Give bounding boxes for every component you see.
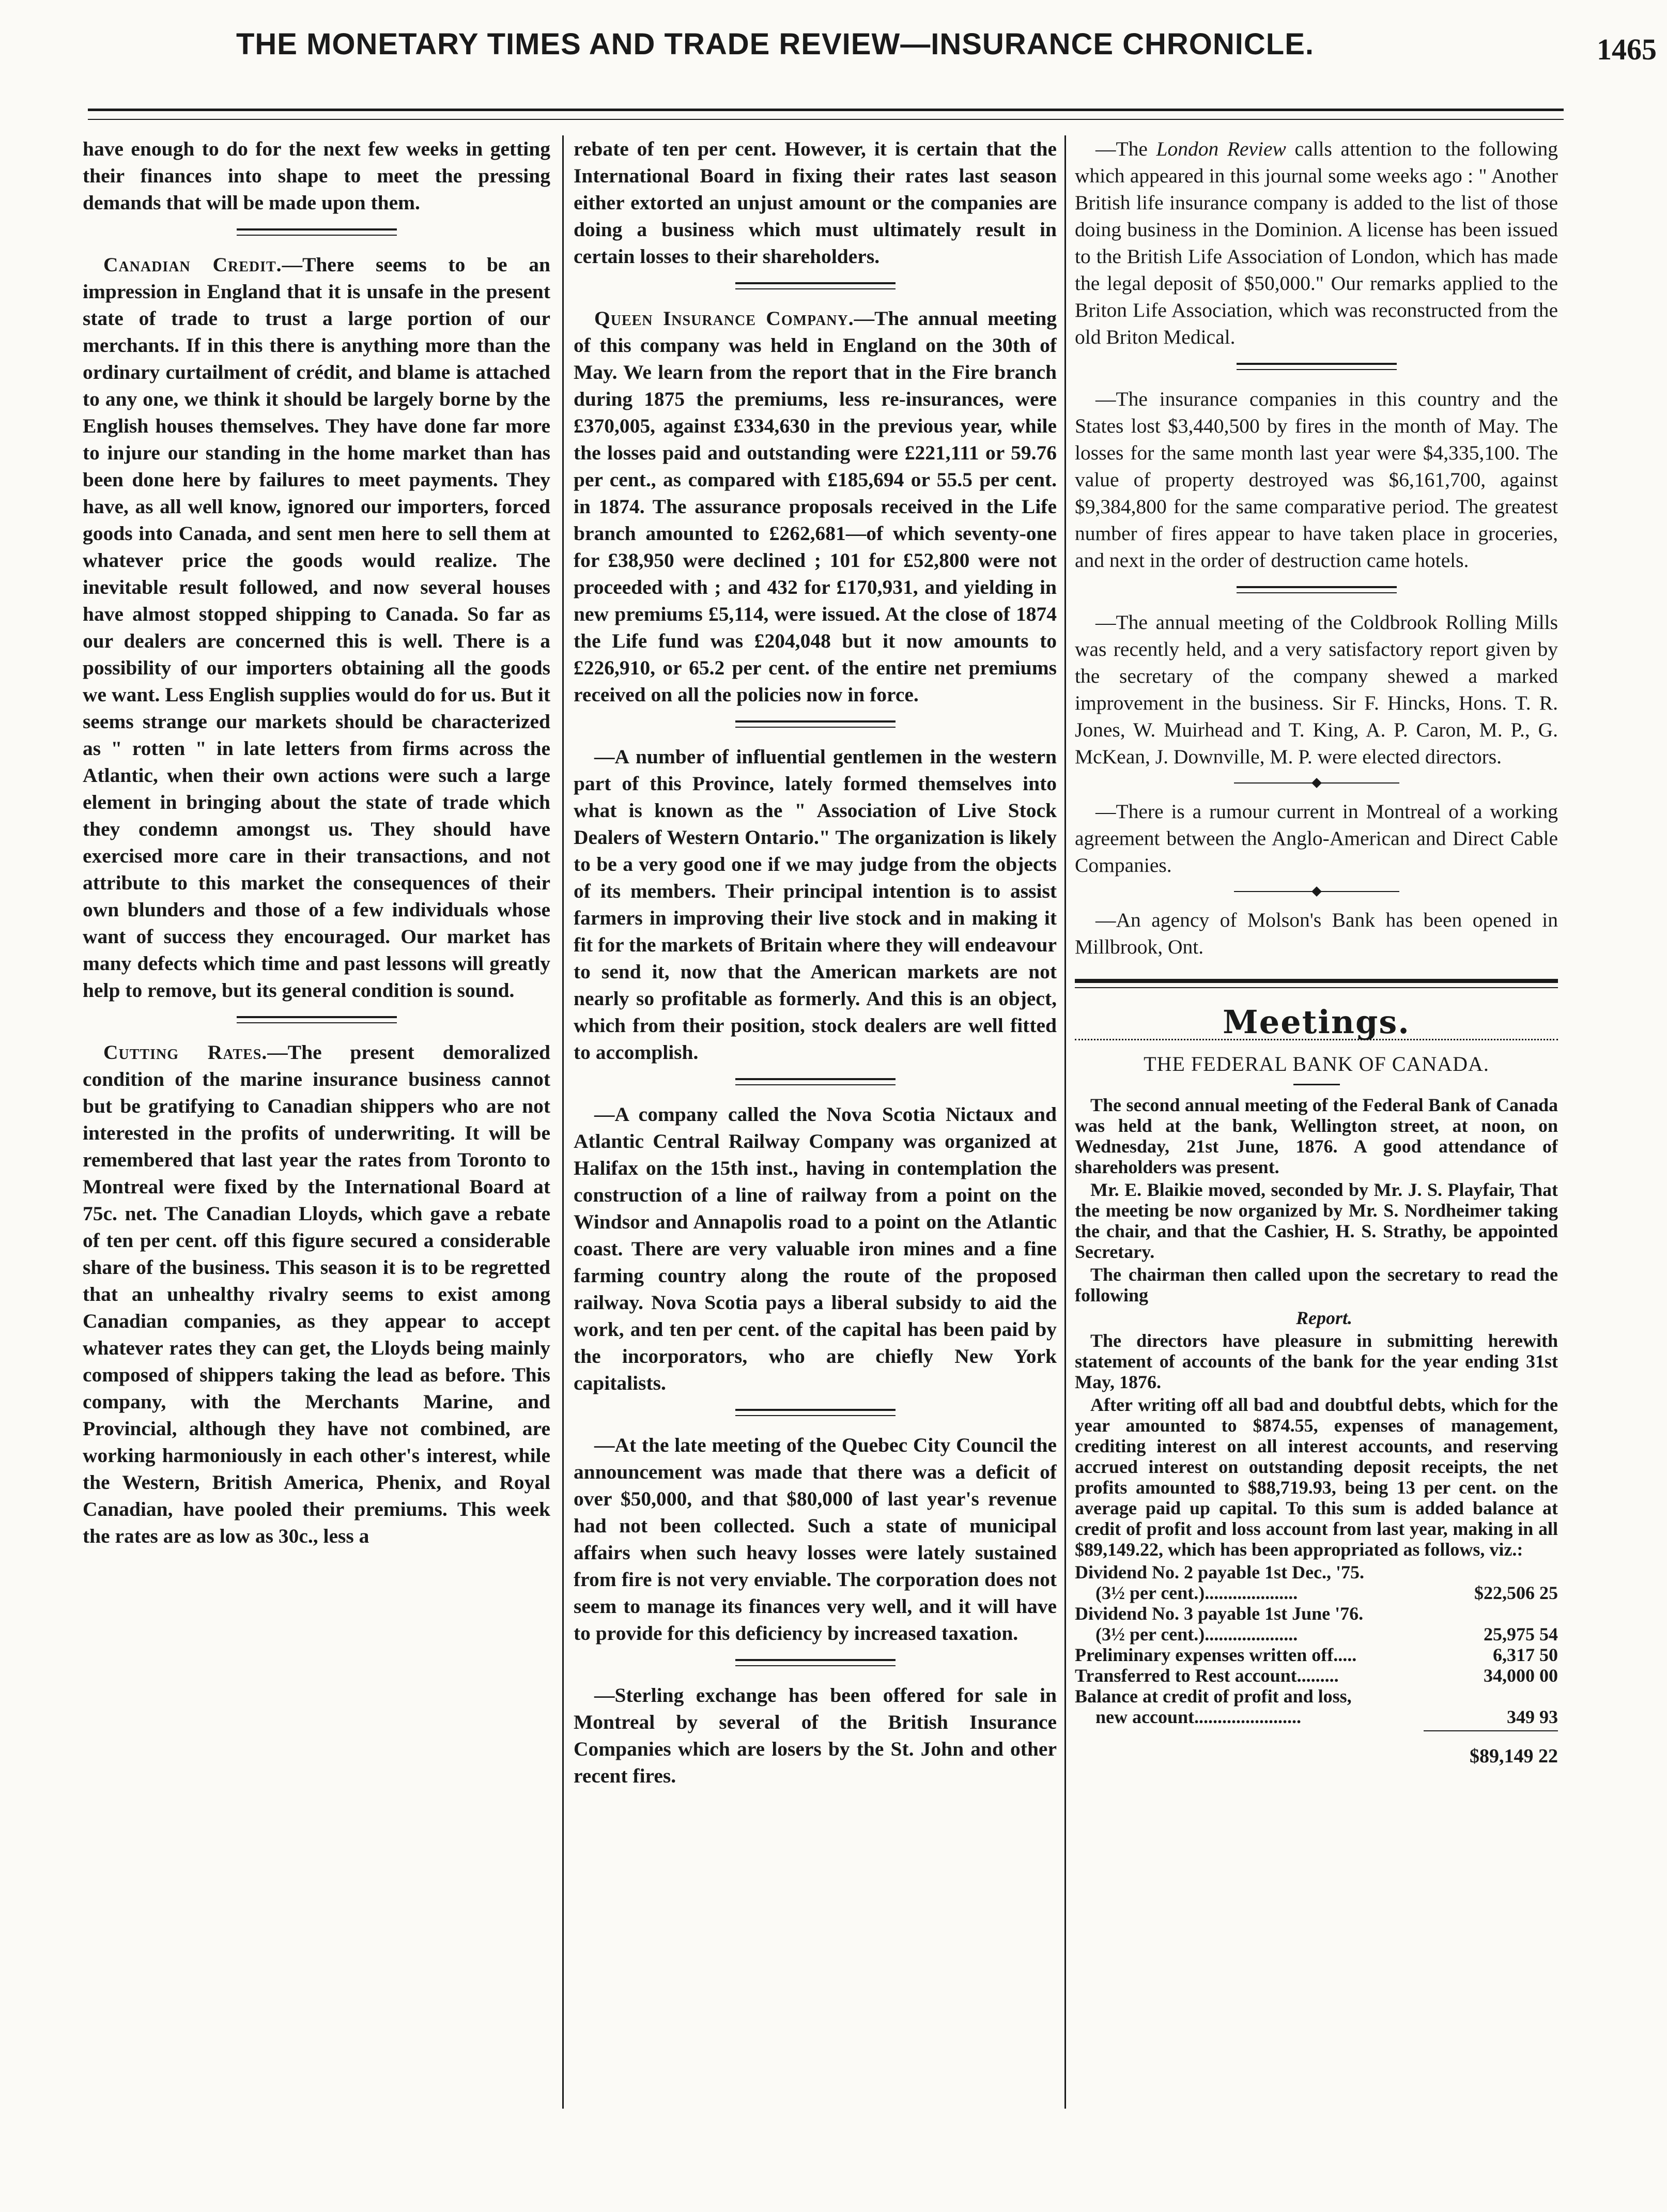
article-cutting-rates (83, 1039, 550, 1549)
section-separator (735, 282, 896, 289)
section-separator (1237, 586, 1397, 593)
article-fire-losses: —The insurance companies in this country and the States lost $3,440,500 by fires in the month of May. The losses for the same month last year were $4,335,100. The value of property destroyed was $6,161,700, against $9,384,800 for the same comparative period. The greatest number of fires appear to have taken place in groceries, and next in the order of destruction came hotels. (1075, 388, 1558, 572)
total-rule (1424, 1730, 1558, 1731)
article-sterling-exchange: —Sterling exchange has been offered for sale in Montreal by several of the British Insurance Companies which are losers by the St. John and other recent fires. (574, 1684, 1057, 1787)
column-divider-1 (562, 135, 564, 2109)
section-separator (735, 720, 896, 728)
article-live-stock-dealers: —A number of influential gentlemen in the western part of this Province, lately formed themselves into what is known as the " Association of Live Stock Dealers of Western Ontario." The organization is likely to be a very good one if we may judge from the objects of its members. Their principal intention is to assist farmers in improving their live stock and in making it fit for the markets of Britain where they will endeavour to send it, now that the American markets are not nearly so profitable as formerly. And this is an object, which from their position, stock dealers are well fitted to accomplish. (574, 745, 1057, 1064)
section-separator (237, 228, 397, 236)
meeting-paragraph: The directors have pleasure in submitting herewith statement of accounts of the bank for the year ending 31st May, 1876. (1075, 1330, 1558, 1392)
account-table (1075, 1562, 1558, 1766)
account-row: Preliminary expenses written off..... 6,317 50 (1075, 1645, 1558, 1665)
report-label: Report. (1295, 1308, 1352, 1328)
masthead-title: THE MONETARY TIMES AND TRADE REVIEW—INSURANCE CHRONICLE. (236, 27, 1315, 61)
account-row: Balance at credit of profit and loss, (1075, 1686, 1352, 1707)
header-rule-thin (88, 119, 1564, 120)
article-continuation: have enough to do for the next few weeks in getting their finances into shape to meet the pressing demands that will be made upon them. (83, 137, 550, 214)
column-divider-2 (1064, 135, 1066, 2109)
section-separator (735, 1078, 896, 1085)
account-total: $89,149 22 (1470, 1745, 1558, 1767)
account-row: (3½ per cent.).................... $22,506 25 (1095, 1583, 1558, 1603)
article-body: —There seems to be an impression in England that it is unsafe in the present state of trade to trust a large portion of our merchants. If in this there is anything more than the ordinary curtailment of crédit, and blame is attached to any one, we think it should be largely borne by the English houses themselves. They have done far more to injure our standing in the home market than has been done here by failures to meet payments. They have, as all well know, ignored our importers, forced goods into Canada, and sent men here to sell them at whatever price the goods would realize. The inevitable result followed, and now several houses have almost stopped shipping to Canada. So far as our dealers are concerned this is well. There is a possibility of our importers obtaining all the goods we want. Less English supplies would do for us. But it seems strange our markets should be characterized as " rotten " in late letters from firms across the Atlantic, when their own actions were such a large element in bringing about the state of trade which they condemn amongst us. They should have exercised more care in their transactions, and not attribute to this market the consequences of their own blunders and those of a few individuals whose want of success they encouraged. Our market has many defects which time and past lessons will greatly help to remove, but its general condition is sound. (83, 253, 550, 1002)
column-2 (574, 135, 1057, 2181)
article-title: Queen Insurance Company. (594, 307, 854, 330)
article-quebec-city-council: —At the late meeting of the Quebec City Council the announcement was made that there was a deficit of over $50,000, and that $80,000 of last year's revenue had not been collected. Such a state of municipal affairs when such heavy losses were lately sustained from fire is not very enviable. The corporation does not seem to manage its finances very well, and it will have to provide for this deficiency by increased taxation. (574, 1434, 1057, 1645)
meeting-paragraph: The chairman then called upon the secretary to read the following (1075, 1264, 1558, 1305)
article-queen-insurance (574, 305, 1057, 708)
article-title: Cutting Rates. (103, 1041, 268, 1064)
account-row: new account....................... 349 93 (1095, 1707, 1558, 1727)
section-separator (1237, 363, 1397, 370)
section-separator (735, 1409, 896, 1416)
diamond-separator (1234, 889, 1399, 894)
account-row: (3½ per cent.).................... 25,975 54 (1095, 1624, 1558, 1645)
article-title: Canadian Credit. (103, 253, 282, 276)
diamond-separator (1234, 780, 1399, 786)
bank-heading: THE FEDERAL BANK OF CANADA. (1144, 1052, 1489, 1076)
short-rule (1293, 1084, 1340, 1085)
meetings-section-rule (1075, 979, 1558, 988)
header-rule-thick (88, 109, 1564, 111)
article-molsons-bank: —An agency of Molson's Bank has been opened in Millbrook, Ont. (1075, 909, 1558, 958)
page-number: 1465 (1597, 33, 1657, 66)
account-row: Dividend No. 3 payable 1st June '76. (1075, 1603, 1364, 1624)
section-separator (237, 1016, 397, 1023)
meeting-paragraph: Mr. E. Blaikie moved, seconded by Mr. J. S. Playfair, That the meeting be now organized by Mr. S. Nordheimer taking the chair, and that the Cashier, H. S. Strathy, be appointed Secretary. (1075, 1179, 1558, 1262)
article-body: —The present demoralized condition of the marine insurance business cannot but be gratifying to Canadian shippers who are not interested in the profits of underwriting. It will be remembered that last year the rates from Toronto to Montreal were fixed by the International Board at 75c. net. The Canadian Lloyds, which gave a rebate of ten per cent. off this figure secured a considerable share of the business. This season it is to be regretted that an unhealthy rivalry seems to exist among Canadian companies, as they appear to accept whatever rates they can get, the Lloyds being mainly composed of shippers taking the lead as before. This company, with the Merchants Marine, and Provincial, although they have not combined, are working harmoniously in each other's interest, while the Western, British America, Phenix, and Royal Canadian, have pooled their premiums. This week the rates are as low as 30c., less a (83, 1041, 550, 1547)
article-nova-scotia-railway: —A company called the Nova Scotia Nictaux and Atlantic Central Railway Company was organized at Halifax on the 15th inst., having in contemplation the construction of a line of railway from a point on the Windsor and Annapolis road to a point on the Atlantic coast. There are very valuable iron mines and a fine farming country along the route of the proposed railway. Nova Scotia pays a liberal subsidy to aid the work, and ten per cent. of the capital has been paid by the incorporators, who are chiefly New York capitalists. (574, 1103, 1057, 1394)
account-row: Transferred to Rest account......... 34,000 00 (1075, 1665, 1558, 1686)
publication-name: London Review (1156, 137, 1286, 160)
meeting-paragraph: After writing off all bad and doubtful debts, which for the year amounted to $874.55, expenses of management, crediting interest on all interest accounts, and reserving accrued interest on outstanding deposit receipts, the net profits amounted to $88,719.93, being 13 per cent. on the average paid up capital. To this sum is added balance at credit of profit and loss account from last year, making in all $89,149.22, which has been appropriated as follows, viz.: (1075, 1394, 1558, 1560)
article-body: —The annual meeting of this company was held in England on the 30th of May. We learn from the report that in the Fire branch during 1875 the premiums, less re-insurances, were £370,005, against £334,630 in the previous year, while the losses paid and outstanding were £221,111 or 59.76 per cent., as compared with £185,694 or 55.5 per cent. in 1874. The assurance proposals received in the Life branch amounted to £262,681—of which seventy-one for £38,950 were declined ; 101 for £52,800 were not proceeded with ; and 432 for £170,931, and yielding in new premiums £5,114, were issued. At the close of 1874 the Life fund was £204,048 but it now amounts to £226,910, or 65.2 per cent. of the entire net premiums received on all the policies now in force. (574, 307, 1057, 706)
federal-bank-report (1075, 1095, 1558, 1766)
article-coldbrook-rolling-mills: —The annual meeting of the Coldbrook Rolling Mills was recently held, and a very satisfactory report given by the secretary of the company shewed a marked improvement in the business. Sir F. Hincks, Hons. T. R. Jones, W. Muirhead and T. King, A. P. Caron, M. P., G. McKean, J. Downville, M. P. were elected directors. (1075, 611, 1558, 768)
meeting-paragraph: The second annual meeting of the Federal Bank of Canada was held at the bank, Wellington street, at noon, on Wednesday, 21st June, 1876. A good attendance of shareholders was present. (1075, 1095, 1558, 1177)
article-canadian-credit (83, 251, 550, 1004)
column-3 (1075, 135, 1558, 2181)
section-separator (735, 1659, 896, 1666)
column-1 (83, 135, 550, 2181)
article-continuation: rebate of ten per cent. However, it is certain that the International Board in fixing their rates last season either extorted an unjust amount or the companies are doing a business which must ultimately result in certain losses to their shareholders. (574, 137, 1057, 268)
article-london-review: —The London Review calls attention to the following which appeared in this journal some weeks ago : " Another British life insurance company is added to the list of those doing business in the Dominion. A license has been issued to the British Life Association of London, which has made the legal deposit of $50,000." Our remarks applied to the Briton Life Association, which was reconstructed from the old Briton Medical. (1075, 137, 1558, 348)
meetings-heading: Meetings. (1223, 1003, 1410, 1041)
account-row: Dividend No. 2 payable 1st Dec., '75. (1075, 1562, 1365, 1583)
article-cable-companies: —There is a rumour current in Montreal of a working agreement between the Anglo-American and Direct Cable Companies. (1075, 800, 1558, 877)
